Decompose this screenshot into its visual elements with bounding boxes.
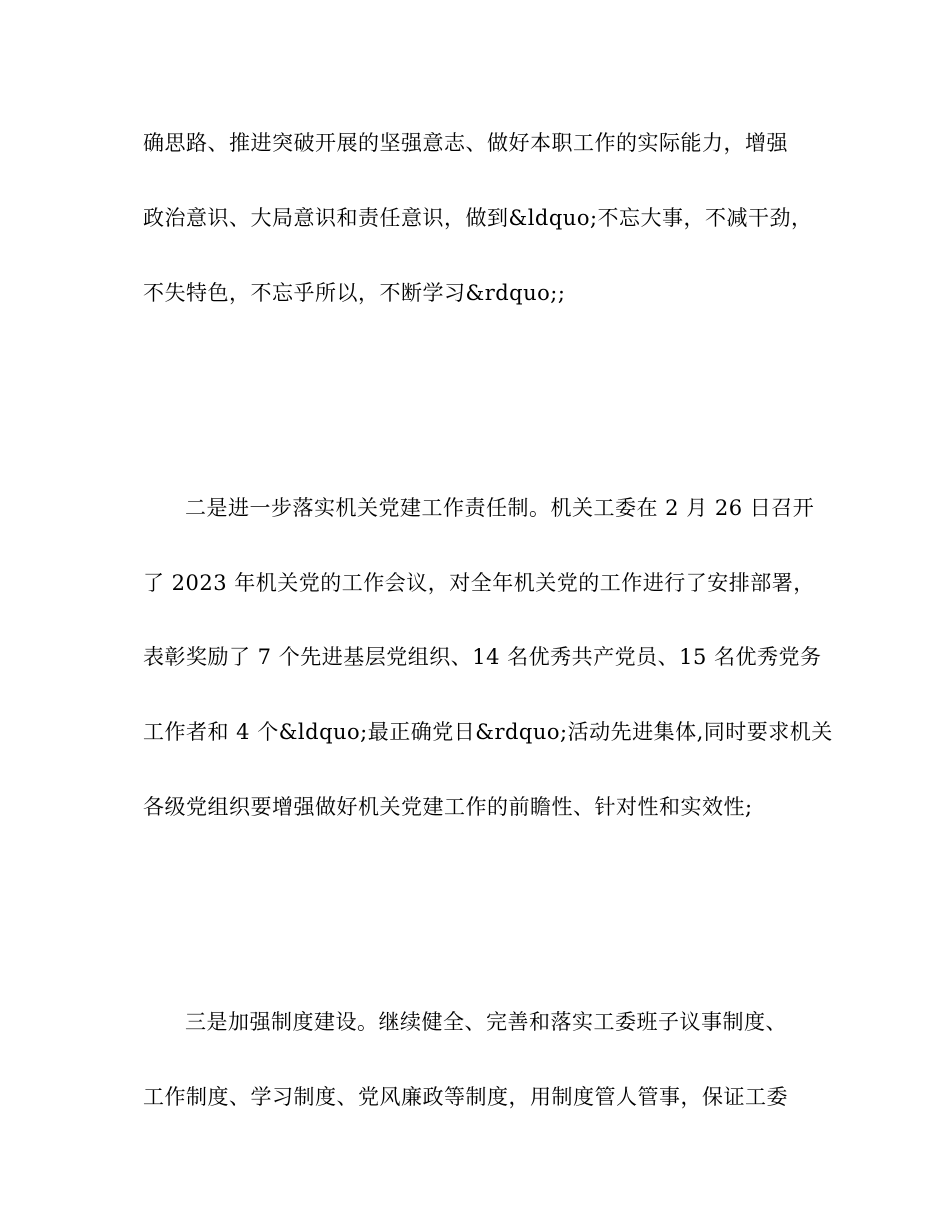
paragraph-2-line-2: 了 2023 年机关党的工作会议，对全年机关党的工作进行了安排部署， xyxy=(143,571,815,595)
paragraph-2-line-5: 各级党组织要增强做好机关党建工作的前瞻性、针对性和实效性; xyxy=(143,795,753,819)
paragraph-2-line-3: 表彰奖励了 7 个先进基层党组织、14 名优秀共产党员、15 名优秀党务 xyxy=(143,645,822,669)
paragraph-1-line-2: 政治意识、大局意识和责任意识，做到&ldquo;不忘大事，不减干劲， xyxy=(143,206,813,230)
paragraph-2-line-4: 工作者和 4 个&ldquo;最正确党日&rdquo;活动先进集体,同时要求机关 xyxy=(143,720,833,744)
paragraph-3-line-1: 三是加强制度建设。继续健全、完善和落实工委班子议事制度、 xyxy=(185,1010,787,1034)
paragraph-3-line-2: 工作制度、学习制度、党风廉政等制度，用制度管人管事，保证工委 xyxy=(143,1085,788,1109)
paragraph-2-line-1: 二是进一步落实机关党建工作责任制。机关工委在 2 月 26 日召开 xyxy=(185,496,815,520)
paragraph-1-line-1: 确思路、推进突破开展的坚强意志、做好本职工作的实际能力，增强 xyxy=(143,131,788,155)
paragraph-1-line-3: 不失特色，不忘乎所以，不断学习&rdquo;; xyxy=(143,281,566,305)
